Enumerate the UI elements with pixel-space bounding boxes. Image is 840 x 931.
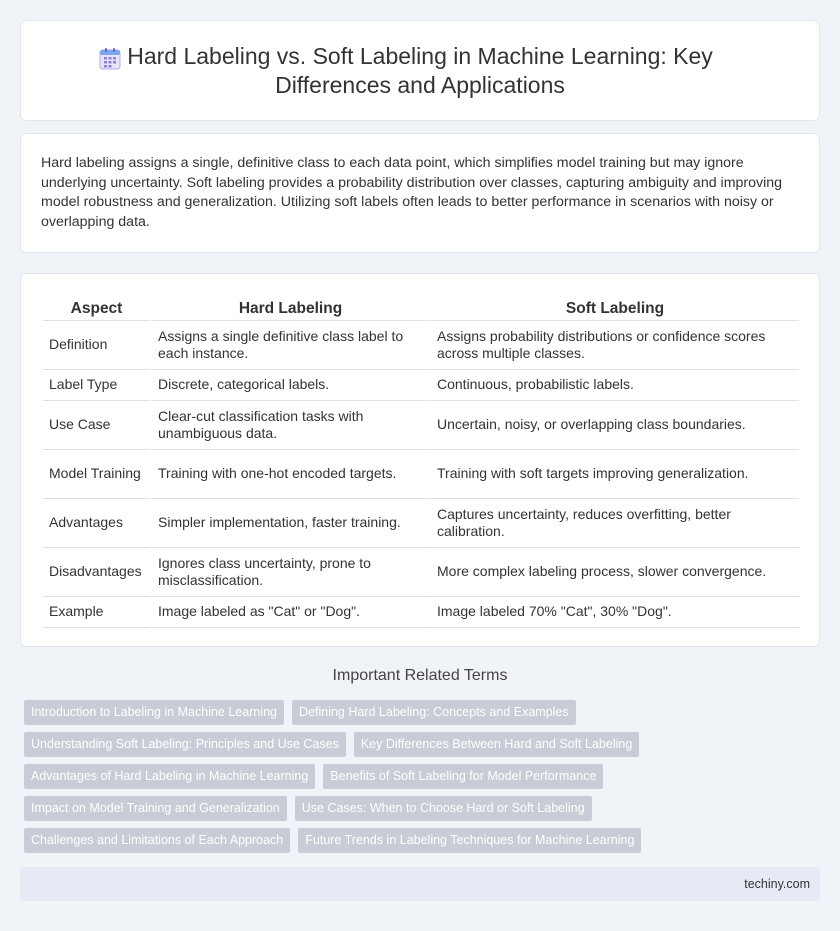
tag-row [24,796,824,821]
header-aspect: Aspect [43,295,150,321]
cell-hard: Assigns a single definitive class label to each instance. [150,321,429,370]
related-term-tag[interactable]: Introduction to Labeling in Machine Learning [24,700,284,725]
cell-soft: More complex labeling process, slower convergence. [429,548,799,597]
cell-soft: Assigns probability distributions or confidence scores across multiple classes. [429,321,799,370]
header-card [20,20,820,121]
tag-row [24,828,824,853]
table-row [43,401,799,450]
related-term-tag[interactable]: Key Differences Between Hard and Soft Labeling [354,732,639,757]
table-row [43,450,799,499]
cell-hard: Simpler implementation, faster training. [150,499,429,548]
header-hard-labeling: Hard Labeling [150,295,429,321]
related-term-tag[interactable]: Advantages of Hard Labeling in Machine Learning [24,764,315,789]
related-term-tag[interactable]: Challenges and Limitations of Each Approach [24,828,290,853]
intro-card [20,133,820,253]
cell-soft: Continuous, probabilistic labels. [429,370,799,401]
related-term-tag[interactable]: Defining Hard Labeling: Concepts and Examples [292,700,576,725]
comparison-card [20,273,820,647]
cell-hard: Ignores class uncertainty, prone to misclassification. [150,548,429,597]
related-term-tag[interactable]: Impact on Model Training and Generalization [24,796,287,821]
related-term-tag[interactable]: Use Cases: When to Choose Hard or Soft Labeling [295,796,592,821]
related-terms-list [24,700,824,860]
intro-paragraph: Hard labeling assigns a single, definitive class to each data point, which simplifies model training but may ignore underlying uncertainty. Soft labeling provides a probability distribution over classes, capturing ambiguity and improving model robustness and generalization. Utilizing soft labels often leads to better performance in scenarios with noisy or overlapping data. [41,155,783,230]
cell-soft: Image labeled 70% "Cat", 30% "Dog". [429,597,799,628]
cell-soft: Captures uncertainty, reduces overfitting, better calibration. [429,499,799,548]
table-row [43,321,799,370]
cell-aspect: Use Case [43,401,150,450]
table-row [43,548,799,597]
related-term-tag[interactable]: Future Trends in Labeling Techniques for Machine Learning [298,828,641,853]
table-row [43,370,799,401]
related-term-tag[interactable]: Understanding Soft Labeling: Principles and Use Cases [24,732,346,757]
tag-row [24,764,824,789]
footer [20,867,820,901]
table-header-row [43,295,799,321]
cell-aspect: Example [43,597,150,628]
related-terms-title: Important Related Terms [332,667,508,684]
page-title: Hard Labeling vs. Soft Labeling in Machine Learning: Key Differences and Applications [127,42,713,98]
cell-aspect: Model Training [43,450,150,499]
cell-hard: Discrete, categorical labels. [150,370,429,401]
table-row [43,499,799,548]
footer-site-link[interactable]: techiny.com [744,877,810,891]
related-term-tag[interactable]: Benefits of Soft Labeling for Model Performance [323,764,603,789]
table-row [43,597,799,628]
cell-aspect: Definition [43,321,150,370]
cell-aspect: Label Type [43,370,150,401]
cell-soft: Training with soft targets improving generalization. [429,450,799,499]
cell-hard: Training with one-hot encoded targets. [150,450,429,499]
header-soft-labeling: Soft Labeling [429,295,799,321]
cell-aspect: Disadvantages [43,548,150,597]
cell-hard: Clear-cut classification tasks with unambiguous data. [150,401,429,450]
cell-soft: Uncertain, noisy, or overlapping class boundaries. [429,401,799,450]
cell-hard: Image labeled as "Cat" or "Dog". [150,597,429,628]
tag-row [24,700,824,725]
comparison-table [43,295,799,628]
cell-aspect: Advantages [43,499,150,548]
tag-row [24,732,824,757]
